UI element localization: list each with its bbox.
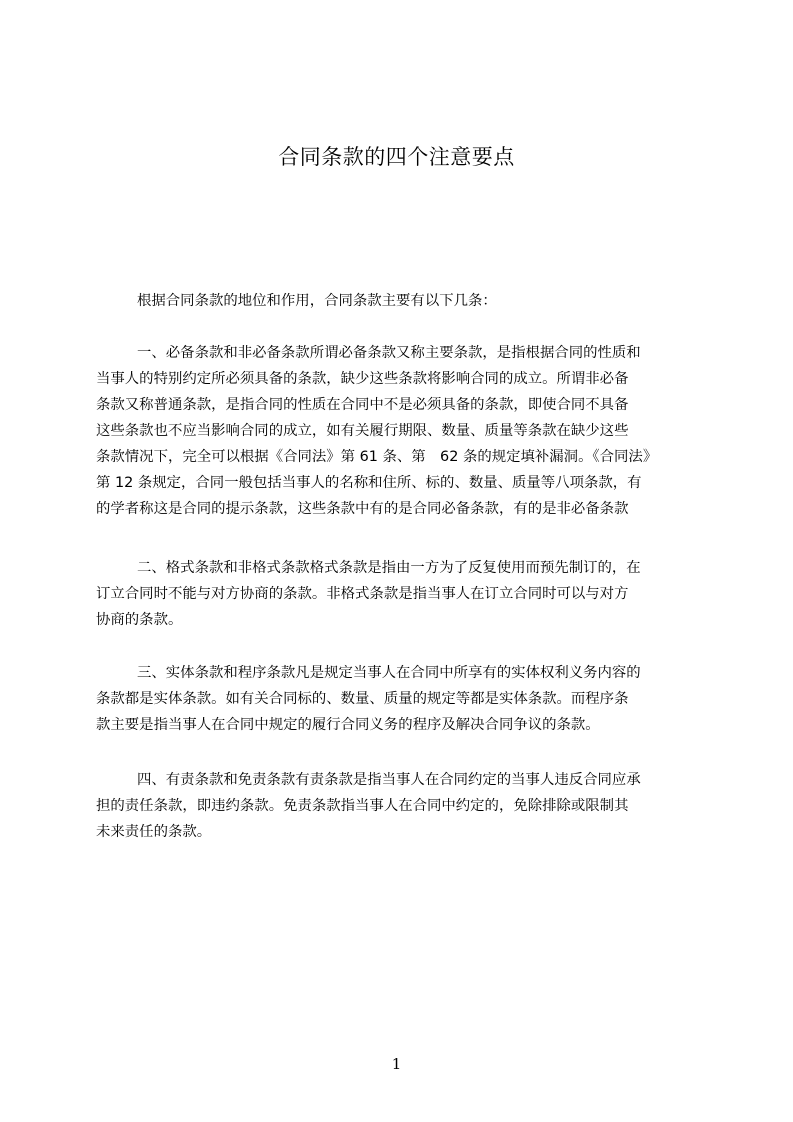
section-line: 当事人的特别约定所必须具备的条款，缺少这些条款将影响合同的成立。所谓非必备 — [96, 371, 629, 387]
section-line: 协商的条款。 — [96, 612, 183, 628]
section-essential-clauses — [96, 340, 699, 522]
section-line: 三、实体条款和程序条款凡是规定当事人在合同中所享有的实体权利义务内容的 — [137, 665, 641, 681]
section-standard-clauses — [96, 555, 699, 633]
section-line: 第 12 条规定，合同一般包括当事人的名称和住所、标的、数量、质量等八项条款，有 — [96, 475, 642, 491]
section-line: 的学者称这是合同的提示条款，这些条款中有的是合同必备条款，有的是非必备条款 — [96, 501, 629, 517]
section-line: 担的责任条款，即违约条款。免责条款指当事人在合同中约定的，免除排除或限制其 — [96, 798, 629, 814]
section-line: 订立合同时不能与对方协商的条款。非格式条款是指当事人在订立合同时可以与对方 — [96, 586, 629, 602]
section-line: 条款都是实体条款。如有关合同标的、数量、质量的规定等都是实体条款。而程序条 — [96, 691, 629, 707]
document-title: 合同条款的四个注意要点 — [278, 145, 515, 169]
section-substantive-clauses — [96, 660, 699, 738]
page-number: 1 — [391, 1055, 402, 1073]
section-liability-clauses — [96, 767, 699, 845]
section-line: 条款情况下，完全可以根据《合同法》第 61 条、第 62 条的规定填补漏洞。《合同法》 — [96, 449, 658, 465]
section-line: 二、格式条款和非格式条款格式条款是指由一方为了反复使用而预先制订的，在 — [137, 560, 641, 576]
section-line: 条款又称普通条款，是指合同的性质在合同中不是必须具备的条款，即使合同不具备 — [96, 397, 629, 413]
section-line: 四、有责条款和免责条款有责条款是指当事人在合同约定的当事人违反合同应承 — [137, 772, 641, 788]
intro-paragraph: 根据合同条款的地位和作用，合同条款主要有以下几条： — [137, 293, 497, 309]
section-line: 这些条款也不应当影响合同的成立，如有关履行期限、数量、质量等条款在缺少这些 — [96, 423, 629, 439]
section-line: 未来责任的条款。 — [96, 824, 212, 840]
section-line: 款主要是指当事人在合同中规定的履行合同义务的程序及解决合同争议的条款。 — [96, 717, 600, 733]
section-line: 一、必备条款和非必备条款所谓必备条款又称主要条款，是指根据合同的性质和 — [137, 345, 641, 361]
